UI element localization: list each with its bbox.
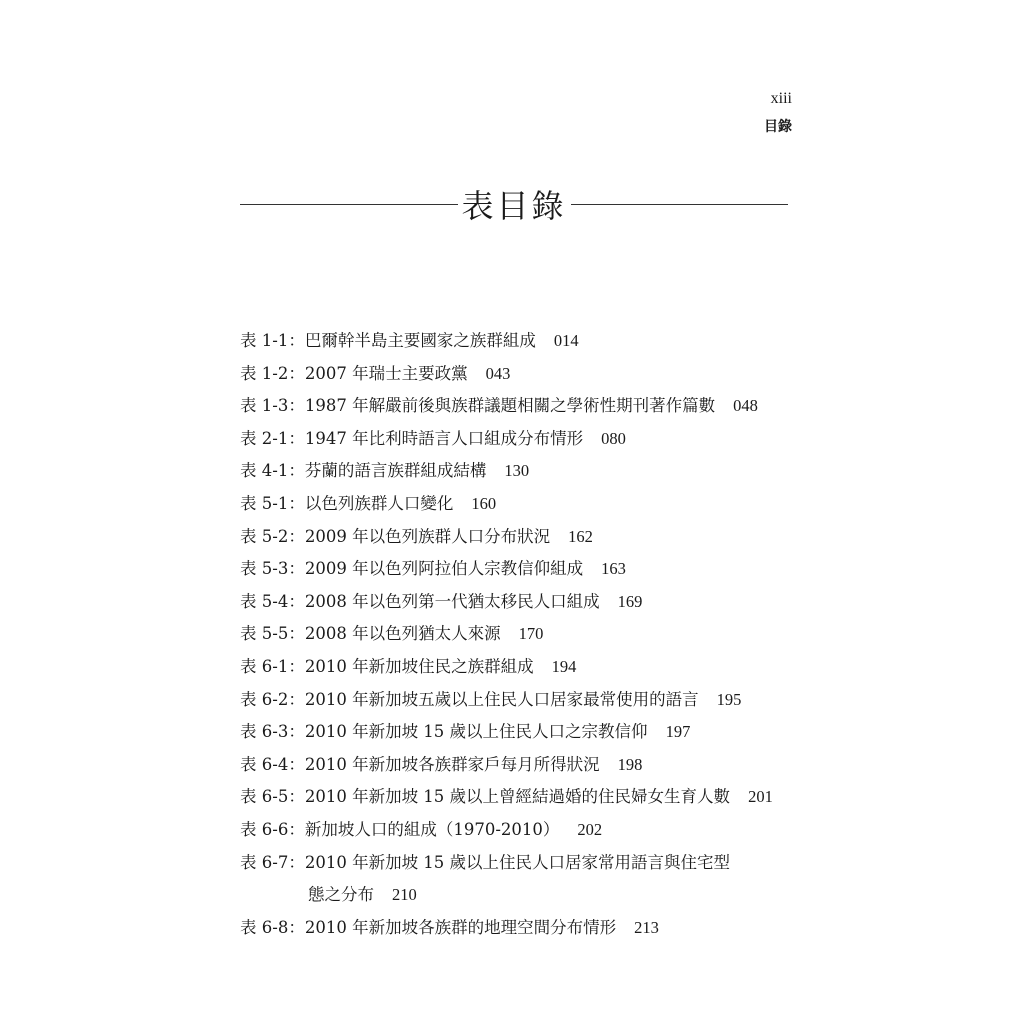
entry-title: 2010 年新加坡 15 歲以上住民人口之宗教信仰 <box>304 722 648 742</box>
list-item <box>240 847 800 880</box>
entry-title: 2010 年新加坡 15 歲以上住民人口居家常用語言與住宅型 <box>304 852 731 872</box>
list-item <box>240 651 800 684</box>
list-item-continuation <box>240 879 800 912</box>
entry-page: 169 <box>617 591 643 611</box>
entry-page: 163 <box>601 559 626 579</box>
entry-label: 表 1-2： <box>240 363 305 383</box>
entry-page: 043 <box>485 363 511 383</box>
list-item <box>240 390 800 423</box>
list-item <box>240 912 800 945</box>
entry-page: 130 <box>504 461 530 481</box>
list-item <box>240 358 800 391</box>
entry-page: 201 <box>748 787 773 807</box>
entry-label: 表 6-3： <box>240 722 305 742</box>
list-item <box>240 684 800 717</box>
entry-label: 表 6-2： <box>240 689 305 709</box>
list-item <box>240 716 800 749</box>
entry-label: 表 6-8： <box>240 917 305 937</box>
entry-title: 巴爾幹半島主要國家之族群組成 <box>304 331 536 350</box>
entry-page: 202 <box>577 819 603 839</box>
entry-title: 2010 年新加坡各族群家戶每月所得狀況 <box>304 754 600 774</box>
entry-page: 197 <box>665 722 691 742</box>
entry-page: 080 <box>601 428 626 448</box>
entry-title: 1987 年解嚴前後與族群議題相關之學術性期刊著作篇數 <box>304 396 716 416</box>
entry-page: 213 <box>634 917 659 937</box>
list-item <box>240 618 800 651</box>
page-title: 表目錄 <box>461 187 567 225</box>
entry-label: 表 2-1： <box>240 428 305 448</box>
entry-title: 新加坡人口的組成（1970-2010） <box>304 819 560 839</box>
entry-title-continuation: 態之分布 <box>308 885 374 905</box>
entry-page: 210 <box>392 885 417 905</box>
running-header: 目錄 <box>764 119 792 135</box>
entry-title: 2010 年新加坡各族群的地理空間分布情形 <box>304 917 617 937</box>
entry-label: 表 1-1： <box>240 331 305 350</box>
title-row <box>240 180 788 228</box>
entry-page: 194 <box>551 656 577 676</box>
entry-label: 表 5-5： <box>240 624 305 644</box>
entry-label: 表 5-3： <box>240 559 305 579</box>
entry-title: 2009 年以色列族群人口分布狀況 <box>304 526 551 546</box>
entry-label: 表 6-7： <box>240 852 305 872</box>
entry-label: 表 6-4： <box>240 754 305 774</box>
list-item <box>240 781 800 814</box>
entry-title: 2010 年新加坡 15 歲以上曾經結過婚的住民婦女生育人數 <box>304 787 731 807</box>
entry-label: 表 6-1： <box>240 656 305 676</box>
entry-page: 162 <box>568 526 593 546</box>
entry-page: 014 <box>553 331 579 350</box>
entry-page: 170 <box>518 624 544 644</box>
list-item <box>240 521 800 554</box>
list-item <box>240 586 800 619</box>
list-item <box>240 325 800 358</box>
page-number: xiii <box>770 90 792 107</box>
entry-page: 048 <box>733 396 758 416</box>
entry-page: 198 <box>617 754 643 774</box>
entry-label: 表 5-4： <box>240 591 305 611</box>
list-item <box>240 455 800 488</box>
entry-label: 表 4-1： <box>240 461 305 481</box>
entry-title: 2010 年新加坡五歲以上住民人口居家最常使用的語言 <box>304 689 699 709</box>
title-rule-left <box>240 204 458 205</box>
title-rule-right <box>571 204 789 205</box>
entry-title: 2007 年瑞士主要政黨 <box>304 363 468 383</box>
list-item <box>240 488 800 521</box>
entry-title: 2008 年以色列第一代猶太移民人口組成 <box>304 591 600 611</box>
entry-title: 1947 年比利時語言人口組成分布情形 <box>304 428 584 448</box>
list-item <box>240 423 800 456</box>
entry-label: 表 5-2： <box>240 526 305 546</box>
entry-label: 表 1-3： <box>240 396 305 416</box>
entry-label: 表 6-5： <box>240 787 305 807</box>
entry-title: 以色列族群人口變化 <box>304 493 454 513</box>
entry-title: 2008 年以色列猶太人來源 <box>304 624 501 644</box>
table-of-tables <box>240 325 800 944</box>
list-item <box>240 553 800 586</box>
entry-title: 芬蘭的語言族群組成結構 <box>304 461 487 481</box>
entry-page: 160 <box>471 493 497 513</box>
list-item <box>240 749 800 782</box>
list-item <box>240 814 800 847</box>
entry-label: 表 5-1： <box>240 493 305 513</box>
entry-label: 表 6-6： <box>240 819 305 839</box>
entry-title: 2009 年以色列阿拉伯人宗教信仰組成 <box>304 559 584 579</box>
entry-title: 2010 年新加坡住民之族群組成 <box>304 656 534 676</box>
entry-page: 195 <box>716 689 742 709</box>
